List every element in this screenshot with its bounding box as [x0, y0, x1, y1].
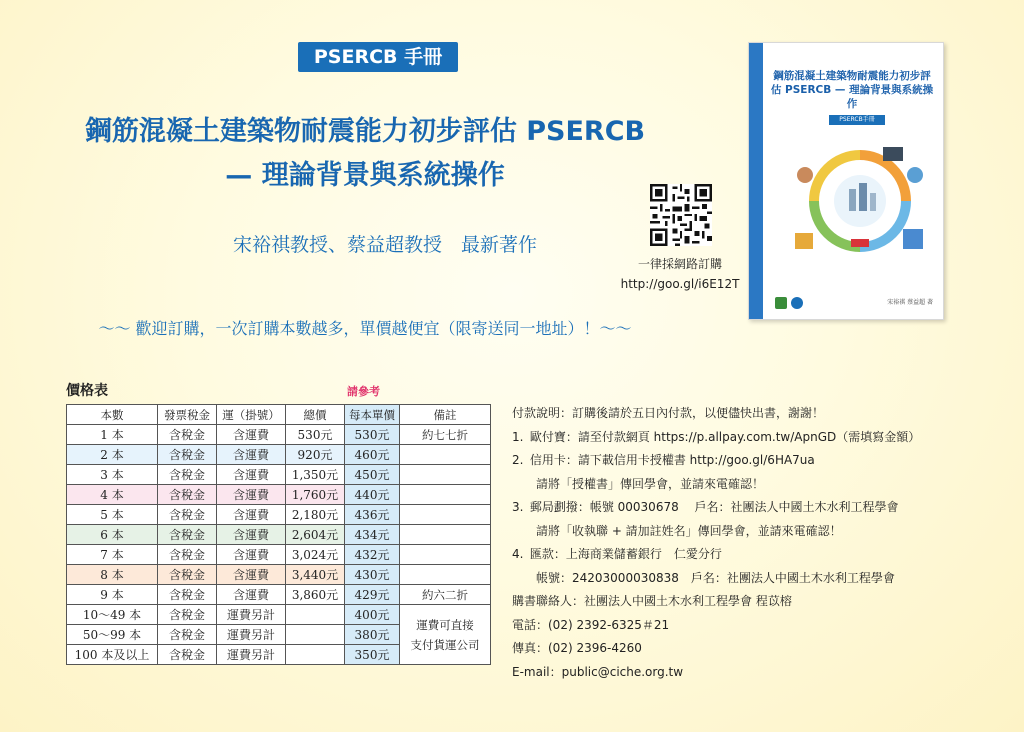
- cell-qty: 50～99 本: [67, 625, 158, 645]
- table-row: [67, 425, 491, 445]
- book-cover-title: 鋼筋混凝土建築物耐震能力初步評估 PSERCB — 理論背景與系統操作: [770, 70, 934, 110]
- contact-fax: 傳真：(02) 2396-4260: [512, 641, 642, 655]
- cell-unit-price: 430元: [345, 565, 400, 585]
- cell-unit-price: 380元: [345, 625, 400, 645]
- cell-bulk-note: [400, 605, 491, 665]
- cell-unit-price: 440元: [345, 485, 400, 505]
- cell-shipping: 含運費: [217, 565, 286, 585]
- price-table: [66, 404, 491, 665]
- cell-total: [286, 645, 345, 665]
- table-row: [67, 485, 491, 505]
- payment-method-postal: [512, 496, 1017, 520]
- table-row: [67, 545, 491, 565]
- cell-qty: 5 本: [67, 505, 158, 525]
- cell-tax: 含稅金: [158, 505, 217, 525]
- cell-qty: 1 本: [67, 425, 158, 445]
- cell-qty: 6 本: [67, 525, 158, 545]
- price-table-note: 請參考: [347, 385, 380, 398]
- cell-remark: [400, 485, 491, 505]
- book-cover-image: [748, 42, 944, 320]
- cell-qty: 100 本及以上: [67, 645, 158, 665]
- postal-text: 郵局劃撥：帳號 00030678 戶名：社團法人中國土木水利工程學會: [529, 500, 899, 514]
- cell-tax: 含稅金: [158, 525, 217, 545]
- cell-qty: 3 本: [67, 465, 158, 485]
- contact-email-link[interactable]: E-mail：public@ciche.org.tw: [512, 664, 684, 679]
- cell-total: 920元: [286, 445, 345, 465]
- cell-remark: [400, 445, 491, 465]
- payment-method-num: 1.: [512, 429, 524, 444]
- cell-total: [286, 625, 345, 645]
- cell-remark: 約六二折: [400, 585, 491, 605]
- qr-caption: [600, 254, 760, 294]
- cell-unit-price: 434元: [345, 525, 400, 545]
- cell-remark: [400, 505, 491, 525]
- cell-unit-price: 460元: [345, 445, 400, 465]
- table-row: [67, 585, 491, 605]
- cell-shipping: 運費另計: [217, 645, 286, 665]
- book-cover-authors: 宋裕祺 蔡益超 著: [887, 299, 933, 306]
- contact-info: [512, 590, 792, 684]
- welcome-banner: ～～ 歡迎訂購，一次訂購本數越多，單價越便宜（限寄送同一地址）！～～: [98, 319, 632, 338]
- cell-remark: [400, 545, 491, 565]
- price-table-label: 價格表: [66, 383, 108, 399]
- cell-tax: 含稅金: [158, 465, 217, 485]
- cell-unit-price: 400元: [345, 605, 400, 625]
- cell-tax: 含稅金: [158, 645, 217, 665]
- cell-total: 530元: [286, 425, 345, 445]
- cell-remark: [400, 565, 491, 585]
- cell-shipping: 含運費: [217, 585, 286, 605]
- cell-shipping: 含運費: [217, 525, 286, 545]
- cell-total: 1,760元: [286, 485, 345, 505]
- cell-total: 3,860元: [286, 585, 345, 605]
- society-logo-icon: [791, 297, 803, 309]
- payment-method-credit: [512, 449, 1017, 473]
- payment-method-transfer: [512, 543, 1017, 567]
- cell-shipping: 含運費: [217, 505, 286, 525]
- handbook-badge: PSERCB 手冊: [298, 42, 458, 72]
- cell-total: [286, 605, 345, 625]
- cell-qty: 8 本: [67, 565, 158, 585]
- header-shipping: 運（掛號）: [217, 405, 286, 425]
- book-cover-badge: PSERCB手冊: [829, 115, 885, 125]
- publisher-logo-icon: [775, 297, 787, 309]
- header-tax: 發票稅金: [158, 405, 217, 425]
- qr-code-icon[interactable]: [650, 184, 712, 246]
- allpay-link[interactable]: 歐付寶：請至付款網頁 https://p.allpay.com.tw/ApnGD（需填寫金額）: [529, 429, 921, 444]
- header-qty: 本數: [67, 405, 158, 425]
- cell-total: 3,440元: [286, 565, 345, 585]
- payment-method-num: 3.: [512, 500, 524, 514]
- bulk-note-line2: 支付貨運公司: [410, 637, 480, 652]
- credit-form-link[interactable]: 信用卡：請下載信用卡授權書 http://goo.gl/6HA7ua: [529, 453, 815, 467]
- payment-instructions: [512, 402, 1017, 590]
- payment-postal-note: 請將「收執聯 + 請加註姓名」傳回學會，並請來電確認！: [536, 523, 842, 538]
- cell-tax: 含稅金: [158, 485, 217, 505]
- cell-shipping: 含運費: [217, 425, 286, 445]
- cell-total: 1,350元: [286, 465, 345, 485]
- cell-shipping: 含運費: [217, 545, 286, 565]
- payment-method-allpay: [512, 426, 1017, 450]
- payment-credit-note: 請將「授權書」傳回學會，並請來電確認！: [536, 476, 765, 491]
- cell-qty: 2 本: [67, 445, 158, 465]
- header-unit-price: 每本單價: [345, 405, 400, 425]
- cell-shipping: 運費另計: [217, 625, 286, 645]
- cell-remark: [400, 465, 491, 485]
- cell-tax: 含稅金: [158, 605, 217, 625]
- table-row: [67, 465, 491, 485]
- payment-intro: 付款說明：訂購後請於五日內付款，以便儘快出書，謝謝！: [512, 406, 825, 420]
- cell-tax: 含稅金: [158, 445, 217, 465]
- authors-line: 宋裕祺教授、蔡益超教授 最新著作: [232, 234, 537, 256]
- payment-transfer-account: 帳號：24203000030838 戶名：社團法人中國土木水利工程學會: [536, 570, 895, 585]
- table-row: [67, 505, 491, 525]
- cell-tax: 含稅金: [158, 545, 217, 565]
- table-row: [67, 605, 491, 625]
- book-title-line2: — 理論背景與系統操作: [225, 160, 505, 191]
- cell-shipping: 運費另計: [217, 605, 286, 625]
- contact-person: 購書聯絡人：社團法人中國土木水利工程學會 程苡榕: [512, 594, 792, 608]
- book-title-line1: 鋼筋混凝土建築物耐震能力初步評估 PSERCB: [84, 116, 646, 147]
- table-row: [67, 445, 491, 465]
- cell-remark: 約七七折: [400, 425, 491, 445]
- cell-unit-price: 350元: [345, 645, 400, 665]
- book-spine-bar: [749, 43, 763, 319]
- table-row: [67, 525, 491, 545]
- payment-method-num: 2.: [512, 453, 524, 467]
- cell-total: 3,024元: [286, 545, 345, 565]
- cell-tax: 含稅金: [158, 565, 217, 585]
- transfer-text: 匯款：上海商業儲蓄銀行 仁愛分行: [529, 547, 722, 561]
- order-url-link[interactable]: http://goo.gl/i6E12T: [620, 277, 740, 291]
- cell-unit-price: 450元: [345, 465, 400, 485]
- cell-total: 2,604元: [286, 525, 345, 545]
- cell-unit-price: 432元: [345, 545, 400, 565]
- header-remark: 備註: [400, 405, 491, 425]
- header-total: 總價: [286, 405, 345, 425]
- cell-remark: [400, 525, 491, 545]
- cell-qty: 10～49 本: [67, 605, 158, 625]
- cell-tax: 含稅金: [158, 585, 217, 605]
- qr-caption-text: 一律採網路訂購: [637, 257, 722, 271]
- cell-shipping: 含運費: [217, 485, 286, 505]
- bulk-note-line1: 運費可直接: [416, 617, 474, 632]
- cell-unit-price: 530元: [345, 425, 400, 445]
- cell-tax: 含稅金: [158, 625, 217, 645]
- contact-phone: 電話：(02) 2392-6325＃21: [512, 617, 670, 632]
- cell-unit-price: 436元: [345, 505, 400, 525]
- cell-tax: 含稅金: [158, 425, 217, 445]
- cell-qty: 9 本: [67, 585, 158, 605]
- table-row: [67, 565, 491, 585]
- table-header-row: [67, 405, 491, 425]
- cell-qty: 7 本: [67, 545, 158, 565]
- cell-total: 2,180元: [286, 505, 345, 525]
- cell-shipping: 含運費: [217, 465, 286, 485]
- payment-method-num: 4.: [512, 547, 524, 561]
- cell-unit-price: 429元: [345, 585, 400, 605]
- cell-qty: 4 本: [67, 485, 158, 505]
- cycle-diagram-icon: [785, 141, 935, 261]
- cell-shipping: 含運費: [217, 445, 286, 465]
